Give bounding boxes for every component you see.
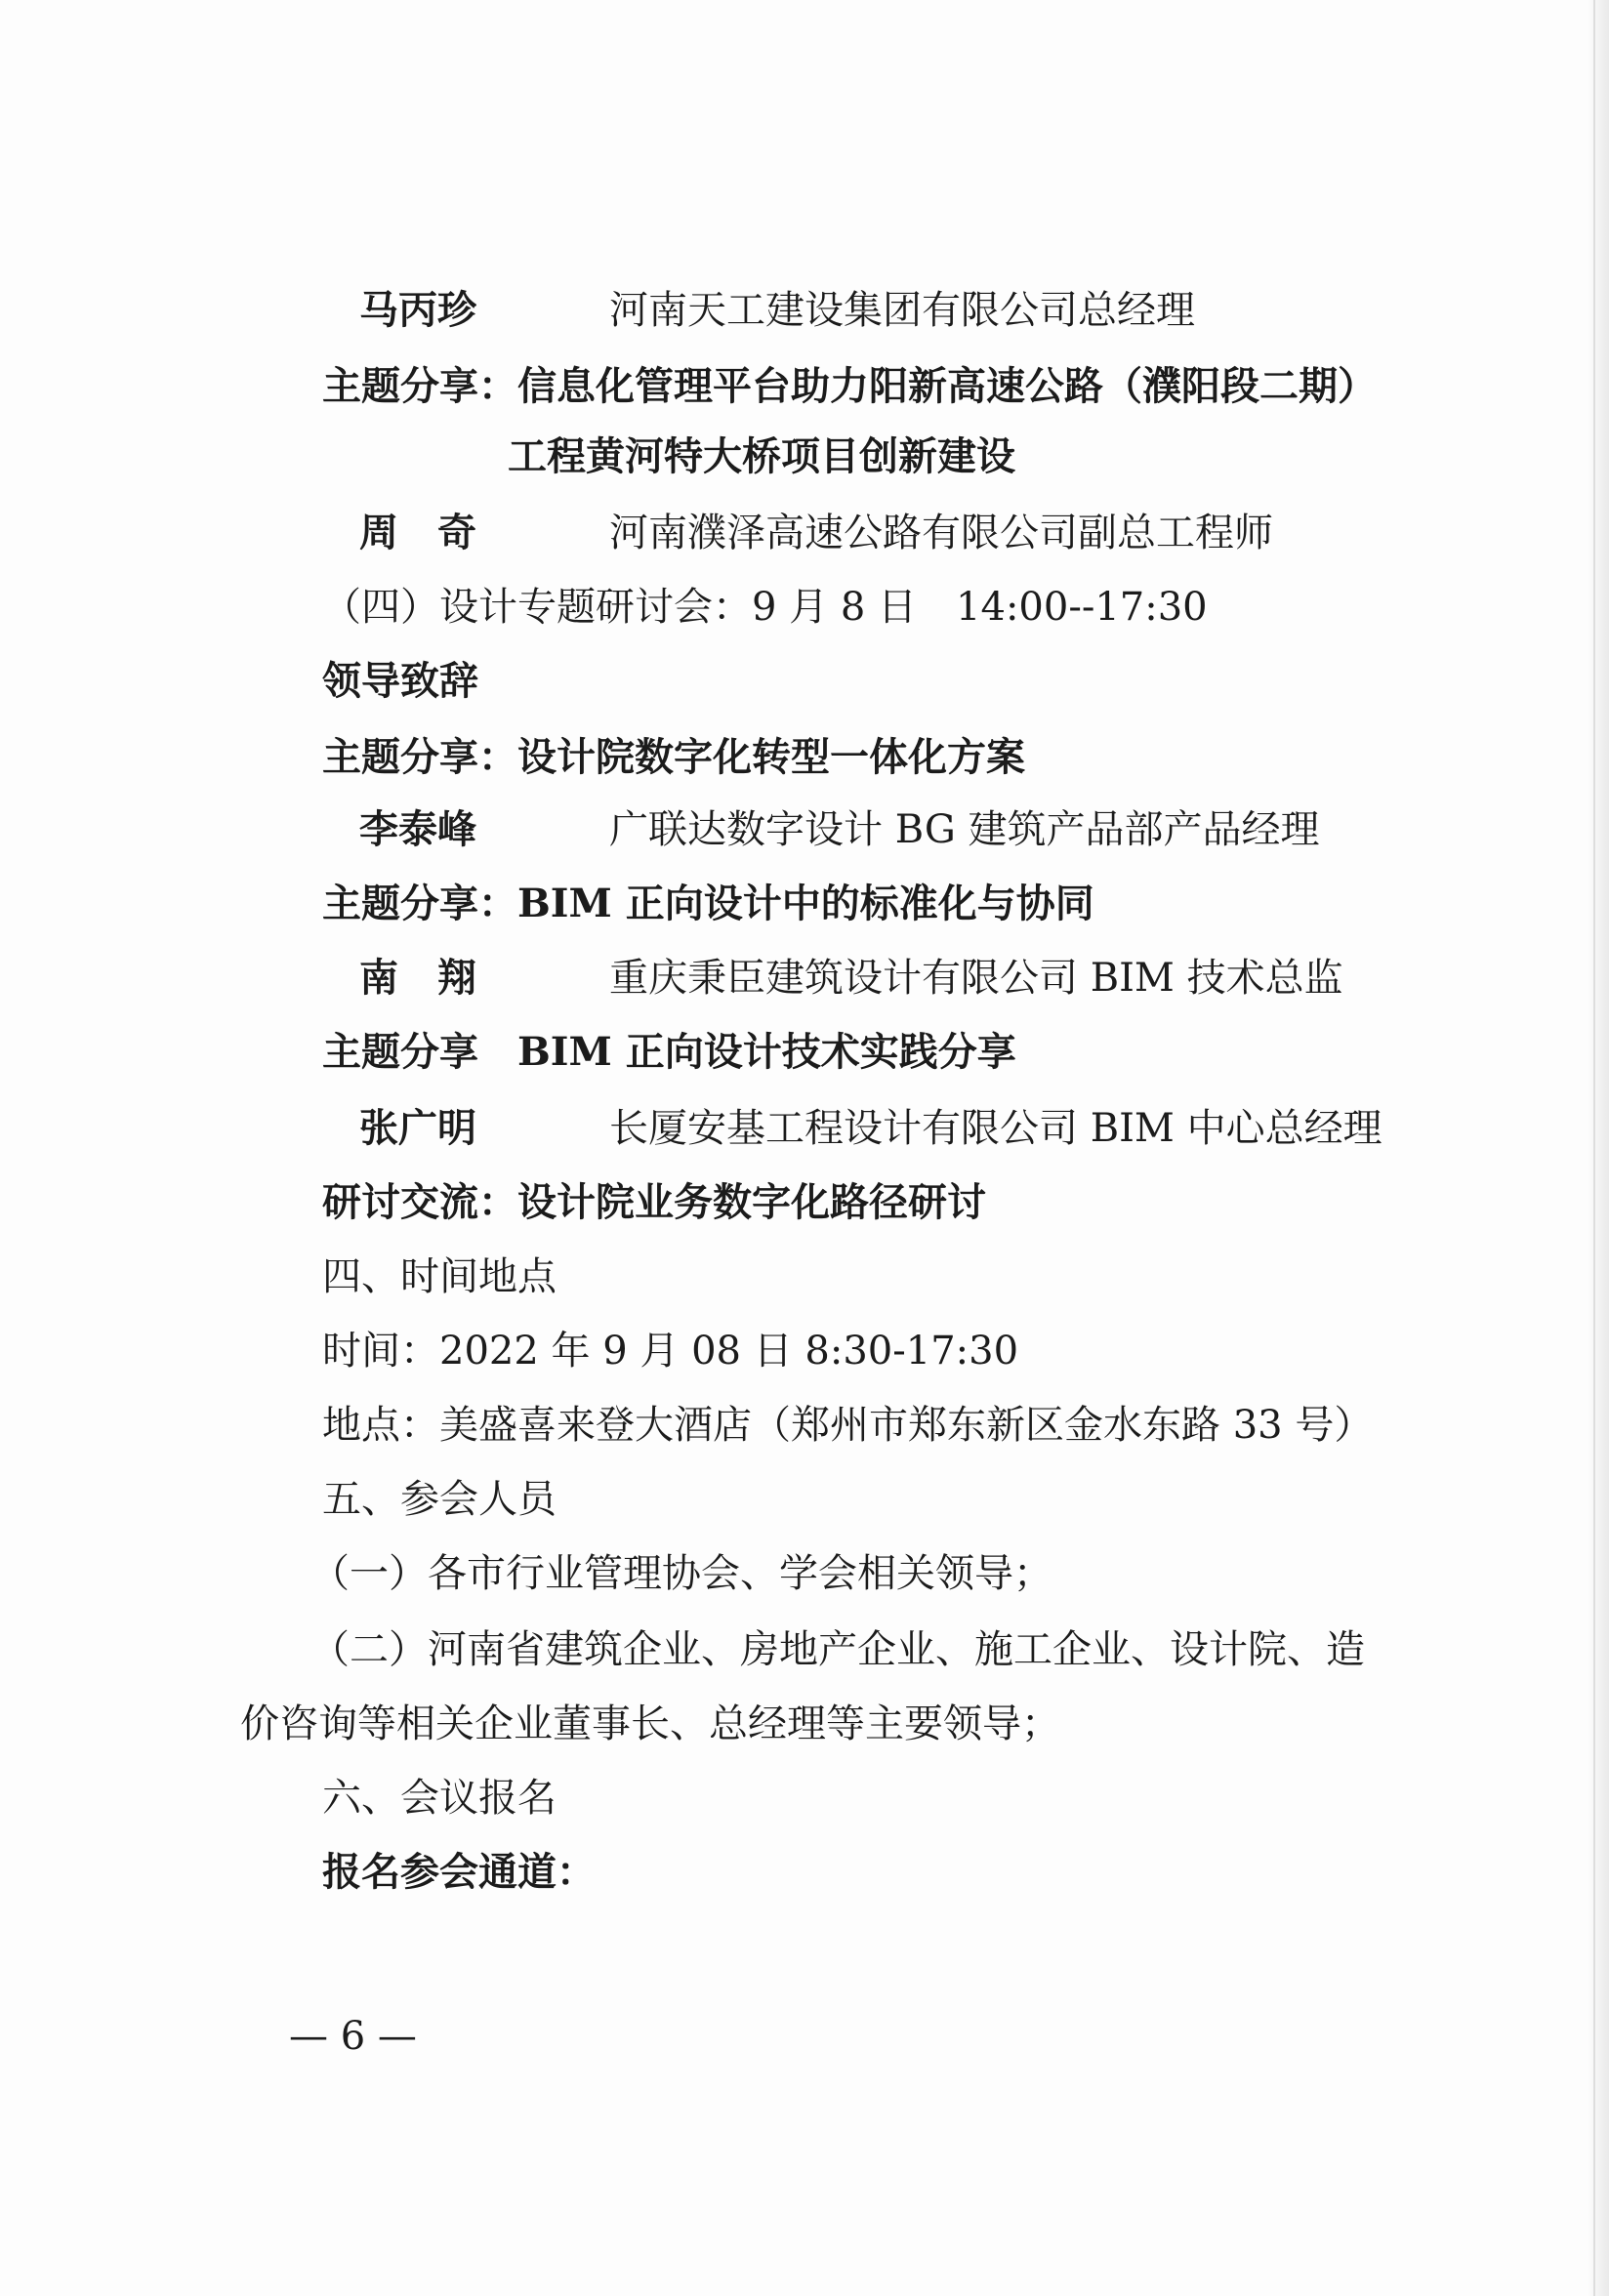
topic-line: 主题分享：设计院数字化转型一体化方案	[322, 734, 1025, 780]
topic-line-continued: 工程黄河特大桥项目创新建设	[508, 433, 1015, 479]
speaker-title: 长厦安基工程设计有限公司 BIM 中心总经理	[609, 1106, 1382, 1151]
topic-line: 主题分享：BIM 正向设计中的标准化与协同	[322, 881, 1094, 926]
section-heading: 六、会议报名	[322, 1776, 557, 1821]
section-heading: 四、时间地点	[322, 1254, 557, 1299]
speaker-name: 马丙珍	[359, 287, 476, 333]
page-number: — 6 —	[289, 2014, 417, 2059]
section-heading: 五、参会人员	[322, 1477, 557, 1522]
attendee-line	[359, 802, 1320, 857]
speaker-title: 广联达数字设计 BG 建筑产品部产品经理	[609, 807, 1320, 852]
discussion-line: 研讨交流：设计院业务数字化路径研讨	[322, 1179, 986, 1225]
time-line: 时间：2022 年 9 月 08 日 8:30-17:30	[322, 1329, 1019, 1374]
speaker-name: 南 翔	[359, 955, 476, 1001]
speaker-title: 河南濮泽高速公路有限公司副总工程师	[609, 511, 1273, 555]
speaker-name: 李泰峰	[359, 806, 476, 852]
participant-item: （一）各市行业管理协会、学会相关领导；	[310, 1551, 1052, 1596]
page-edge-shadow	[1588, 0, 1609, 2296]
session-heading: （四）设计专题研讨会：9 月 8 日 14:00--17:30	[322, 585, 1208, 630]
participant-item: （二）河南省建筑企业、房地产企业、施工企业、设计院、造	[310, 1627, 1365, 1672]
speaker-name: 周 奇	[359, 510, 476, 555]
attendee-line	[359, 1101, 1382, 1156]
topic-line: 主题分享 BIM 正向设计技术实践分享	[322, 1029, 1016, 1075]
speaker-title: 重庆秉臣建筑设计有限公司 BIM 技术总监	[609, 956, 1343, 1001]
attendee-line	[359, 283, 1195, 338]
participant-item-continued: 价咨询等相关企业董事长、总经理等主要领导；	[240, 1702, 1060, 1746]
page-edge-line	[1593, 0, 1595, 2296]
location-line: 地点：美盛喜来登大酒店（郑州市郑东新区金水东路 33 号）	[322, 1403, 1374, 1448]
speaker-title: 河南天工建设集团有限公司总经理	[609, 288, 1195, 333]
attendee-line	[359, 951, 1343, 1005]
registration-channel-label: 报名参会通道：	[322, 1849, 596, 1895]
agenda-item: 领导致辞	[322, 658, 478, 704]
topic-line: 主题分享：信息化管理平台助力阳新高速公路（濮阳段二期）	[322, 363, 1377, 409]
speaker-name: 张广明	[359, 1105, 476, 1151]
attendee-line	[359, 506, 1273, 560]
